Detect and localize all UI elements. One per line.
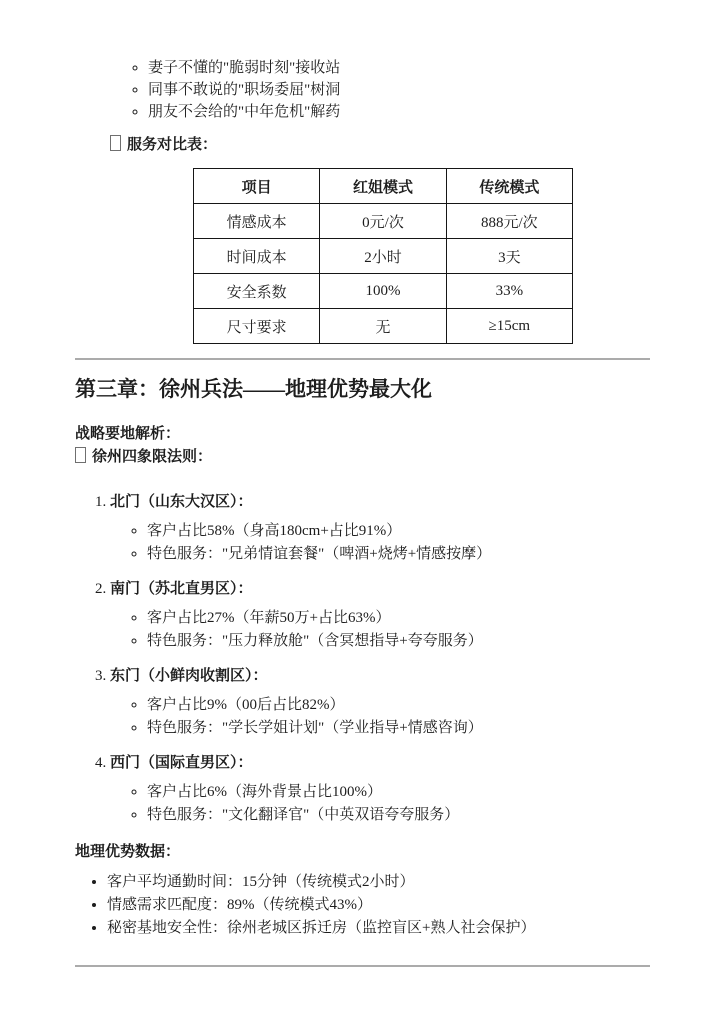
table-row: [194, 239, 573, 274]
table-caption-label: 服务对比表：: [127, 137, 218, 153]
list-item: • 情感需求匹配度：89%（传统模式43%）: [107, 894, 650, 917]
quadrant-bullet-list: [110, 520, 650, 566]
quadrant-title: 1. 北门（山东大汉区）：: [110, 494, 253, 510]
quadrant-item-south: [110, 580, 650, 653]
list-item: ◦ 妻子不懂的"脆弱时刻"接收站: [148, 57, 650, 79]
table-cell: 2小时: [320, 239, 446, 274]
missing-glyph-icon: [110, 135, 121, 151]
quadrant-item-west: [110, 754, 650, 827]
quadrant-bullet-list: [110, 607, 650, 653]
quadrant-list: [75, 493, 650, 827]
list-item: ◦ 客户占比58%（身高180cm+占比91%）: [147, 520, 650, 543]
table-cell: 时间成本: [194, 239, 320, 274]
table-caption: [110, 135, 650, 154]
list-item: ◦ 特色服务："压力释放舱"（含冥想指导+夸夸服务）: [147, 630, 650, 653]
table-header-row: [194, 169, 573, 204]
table-cell: 尺寸要求: [194, 309, 320, 344]
table-cell: 100%: [320, 274, 446, 309]
quadrant-item-east: [110, 667, 650, 740]
column-header: 项目: [194, 169, 320, 204]
column-header: 传统模式: [446, 169, 572, 204]
list-item: ◦ 客户占比6%（海外背景占比100%）: [147, 781, 650, 804]
list-item: ◦ 客户占比27%（年薪50万+占比63%）: [147, 607, 650, 630]
strategy-heading: 战略要地解析：: [75, 426, 181, 442]
list-item: ◦ 特色服务："兄弟情谊套餐"（啤酒+烧烤+情感按摩）: [147, 543, 650, 566]
quadrant-title: 2. 南门（苏北直男区）：: [110, 581, 253, 597]
list-item: ◦ 朋友不会给的"中年危机"解药: [148, 101, 650, 123]
quadrant-heading: [75, 446, 650, 469]
table-row: [194, 204, 573, 239]
geo-bullet-list: [75, 871, 650, 940]
quadrant-item-north: [110, 493, 650, 566]
table-cell: 0元/次: [320, 204, 446, 239]
table-cell: ≥15cm: [446, 309, 572, 344]
list-item: • 客户平均通勤时间：15分钟（传统模式2小时）: [107, 871, 650, 894]
table-cell: 情感成本: [194, 204, 320, 239]
section-divider: [75, 358, 650, 360]
quadrant-bullet-list: [110, 694, 650, 740]
intro-bullet-list: [75, 57, 650, 123]
quadrant-heading-label: 徐州四象限法则：: [92, 449, 213, 465]
comparison-table: [193, 168, 573, 344]
bottom-divider: [75, 965, 650, 967]
list-item: ◦ 客户占比9%（00后占比82%）: [147, 694, 650, 717]
list-item: ◦ 特色服务："学长学姐计划"（学业指导+情感咨询）: [147, 717, 650, 740]
table-cell: 3天: [446, 239, 572, 274]
table-cell: 无: [320, 309, 446, 344]
list-item: ◦ 特色服务："文化翻译官"（中英双语夸夸服务）: [147, 804, 650, 827]
table-cell: 888元/次: [446, 204, 572, 239]
quadrant-bullet-list: [110, 781, 650, 827]
table-cell: 33%: [446, 274, 572, 309]
table-row: [194, 274, 573, 309]
list-item: • 秘密基地安全性：徐州老城区拆迁房（监控盲区+熟人社会保护）: [107, 917, 650, 940]
quadrant-title: 4. 西门（国际直男区）：: [110, 755, 253, 771]
chapter-title: 第三章：徐州兵法——地理优势最大化: [75, 377, 432, 401]
table-cell: 安全系数: [194, 274, 320, 309]
list-item: ◦ 同事不敢说的"职场委屈"树洞: [148, 79, 650, 101]
column-header: 红姐模式: [320, 169, 446, 204]
missing-glyph-icon: [75, 447, 86, 463]
table-row: [194, 309, 573, 344]
geo-heading: 地理优势数据：: [75, 844, 181, 860]
quadrant-title: 3. 东门（小鲜肉收割区）：: [110, 668, 268, 684]
